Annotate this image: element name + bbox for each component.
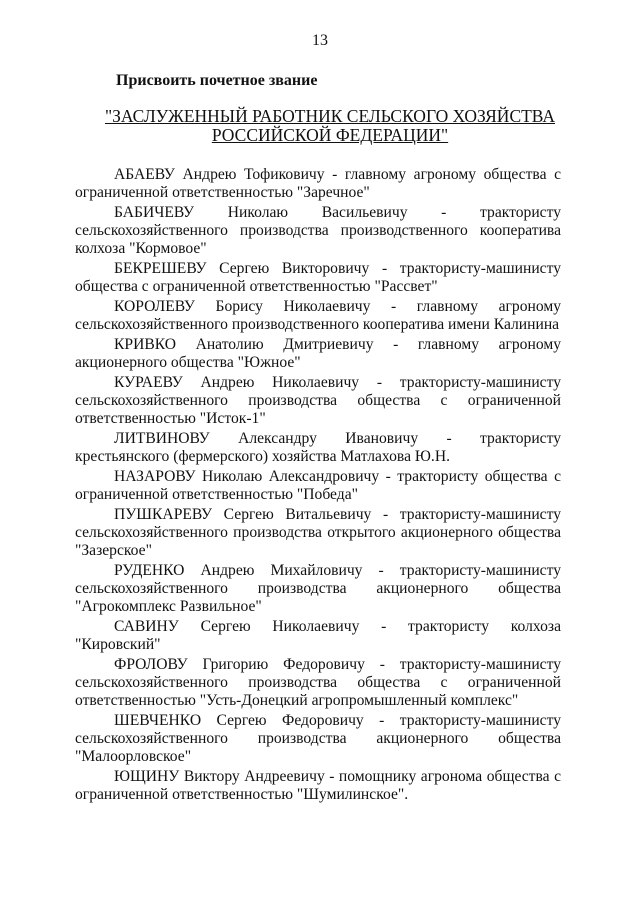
recipient-list xyxy=(75,166,561,806)
award-title-line-1: "ЗАСЛУЖЕННЫЙ РАБОТНИК СЕЛЬСКОГО ХОЗЯЙСТВА xyxy=(104,106,556,126)
recipient-entry: ПУШКАРЕВУ Сергею Витальевичу - трактористу-машинисту сельскохозяйственного производства открытого акционерного общества "Зазерское" xyxy=(75,505,561,560)
recipient-entry: БАБИЧЕВУ Николаю Васильевичу - трактористу сельскохозяйственного производства производственного кооператива колхоза "Кормовое" xyxy=(75,203,561,258)
document-heading: Присвоить почетное звание xyxy=(116,72,318,89)
recipient-entry: ШЕВЧЕНКО Сергею Федоровичу - трактористу-машинисту сельскохозяйственного производства акционерного общества "Малоорловское" xyxy=(75,711,561,766)
recipient-entry: ЛИТВИНОВУ Александру Ивановичу - трактористу крестьянского (фермерского) хозяйства Матлахова Ю.Н. xyxy=(75,429,561,466)
award-title-line-2: РОССИЙСКОЙ ФЕДЕРАЦИИ" xyxy=(211,125,449,145)
recipient-entry: КУРАЕВУ Андрею Николаевичу - трактористу-машинисту сельскохозяйственного производства общества с ограниченной ответственностью "Исток-1" xyxy=(75,373,561,428)
recipient-entry: РУДЕНКО Андрею Михайловичу - трактористу-машинисту сельскохозяйственного производства акционерного общества "Агрокомплекс Развильное" xyxy=(75,561,561,616)
recipient-entry: КОРОЛЕВУ Борису Николаевичу - главному агроному сельскохозяйственного производственного кооператива имени Калинина xyxy=(75,297,561,334)
recipient-entry: БЕКРЕШЕВУ Сергею Викторовичу - трактористу-машинисту общества с ограниченной ответственностью "Рассвет" xyxy=(75,260,561,296)
recipient-entry: ФРОЛОВУ Григорию Федоровичу - трактористу-машинисту сельскохозяйственного производства общества с ограниченной ответственностью "Усть-Донецкий агропромышленный комплекс" xyxy=(75,655,561,710)
recipient-entry: АБАЕВУ Андрею Тофиковичу - главному агроному общества с ограниченной ответственностью "Заречное" xyxy=(75,166,561,202)
recipient-entry: САВИНУ Сергею Николаевичу - трактористу колхоза "Кировский" xyxy=(75,617,561,654)
recipient-entry: КРИВКО Анатолию Дмитриевичу - главному агроному акционерного общества "Южное" xyxy=(75,335,561,372)
page-number: 13 xyxy=(312,32,328,49)
recipient-entry: НАЗАРОВУ Николаю Александровичу - трактористу общества с ограниченной ответственностью "Победа" xyxy=(75,467,561,503)
recipient-entry: ЮЩИНУ Виктору Андреевичу - помощнику агронома общества с ограниченной ответственностью "Шумилинское". xyxy=(75,768,561,804)
award-title xyxy=(80,107,580,145)
